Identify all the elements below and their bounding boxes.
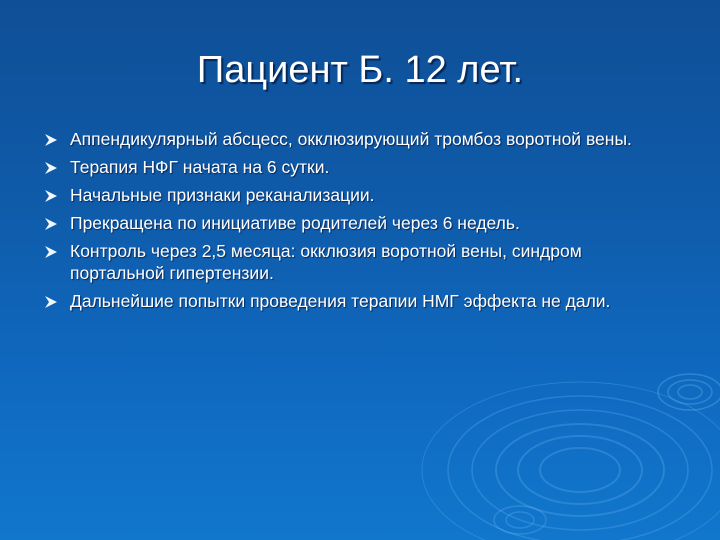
arrow-bullet-icon xyxy=(44,217,58,231)
arrow-bullet-icon xyxy=(44,295,58,309)
slide-title: Пациент Б. 12 лет. xyxy=(196,49,524,91)
list-item xyxy=(44,156,676,178)
list-item xyxy=(44,240,676,284)
arrow-bullet-icon xyxy=(44,133,58,147)
bullet-text: Дальнейшие попытки проведения терапии НМГ эффекта не дали. xyxy=(70,291,611,311)
bullet-text: Начальные признаки реканализации. xyxy=(70,185,375,205)
list-item xyxy=(44,128,676,150)
list-item xyxy=(44,184,676,206)
list-item xyxy=(44,212,676,234)
bullet-list xyxy=(44,128,676,318)
arrow-bullet-icon xyxy=(44,189,58,203)
bullet-text: Аппендикулярный абсцесс, окклюзирующий тромбоз воротной вены. xyxy=(70,129,632,149)
bullet-text: Контроль через 2,5 месяца: окклюзия воротной вены, синдром портальной гипертензии. xyxy=(70,241,582,283)
bullet-text: Терапия НФГ начата на 6 сутки. xyxy=(70,157,330,177)
arrow-bullet-icon xyxy=(44,245,58,259)
list-item xyxy=(44,290,676,312)
arrow-bullet-icon xyxy=(44,161,58,175)
bullet-text: Прекращена по инициативе родителей через 6 недель. xyxy=(70,213,520,233)
